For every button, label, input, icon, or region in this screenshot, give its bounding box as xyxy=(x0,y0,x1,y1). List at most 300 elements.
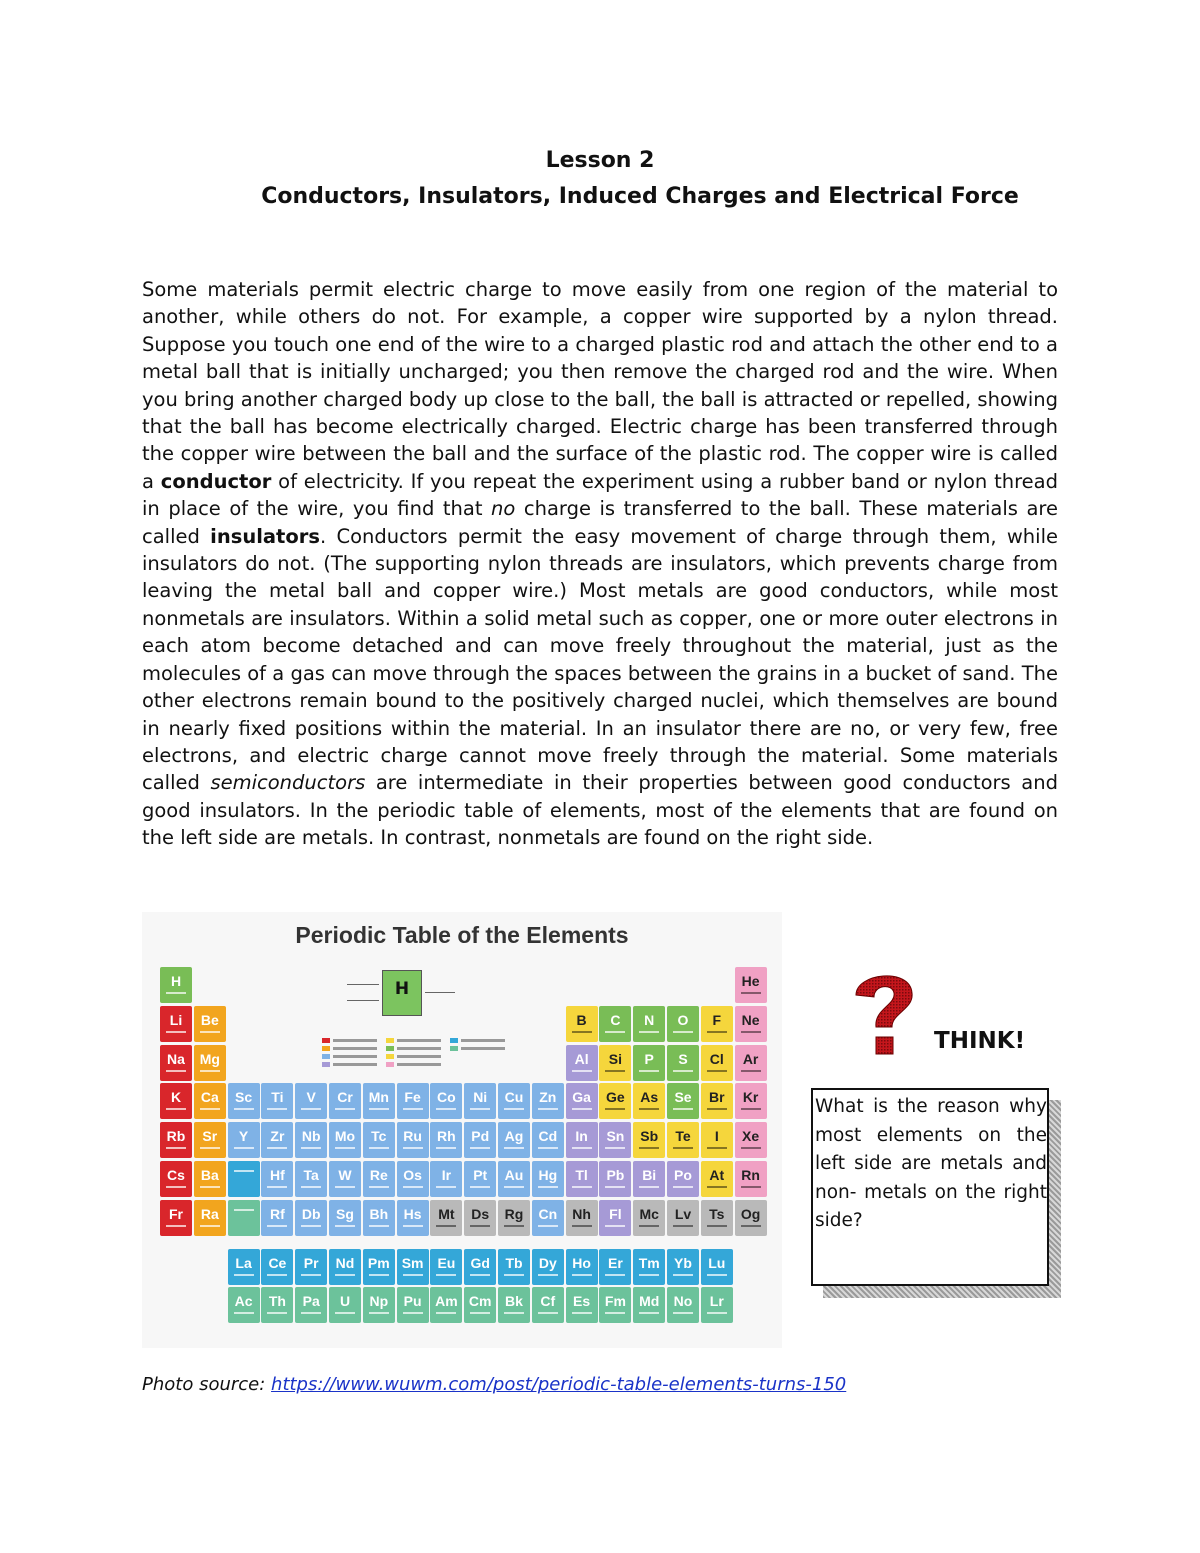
element-cell xyxy=(194,1083,226,1119)
element-key-cell: H xyxy=(382,970,422,1016)
element-detail xyxy=(538,1274,558,1276)
element-symbol: W xyxy=(338,1167,352,1183)
element-symbol: Ts xyxy=(709,1205,725,1222)
element-symbol: Ca xyxy=(200,1089,219,1106)
element-symbol: Mc xyxy=(639,1205,659,1222)
element-cell xyxy=(566,1200,598,1236)
legend-swatch xyxy=(322,1038,330,1043)
term-semiconductors: semiconductors xyxy=(210,771,366,795)
element-detail xyxy=(267,1274,287,1276)
element-symbol: Pr xyxy=(303,1254,319,1271)
element-symbol: Rn xyxy=(741,1167,760,1183)
element-symbol: Mt xyxy=(438,1205,455,1222)
element-detail xyxy=(267,1225,287,1227)
element-cell xyxy=(363,1249,395,1285)
element-detail xyxy=(605,1225,625,1227)
element-detail xyxy=(470,1147,490,1149)
element-symbol: Cl xyxy=(709,1050,724,1067)
element-symbol: Re xyxy=(369,1167,388,1183)
element-cell xyxy=(160,1122,192,1158)
element-cell xyxy=(295,1161,327,1197)
element-symbol: Hf xyxy=(270,1167,285,1183)
element-symbol: Li xyxy=(169,1011,183,1028)
element-detail xyxy=(470,1225,490,1227)
element-symbol: Cu xyxy=(504,1089,524,1106)
element-detail xyxy=(673,1186,693,1188)
photo-source-link[interactable]: https://www.wuwm.com/post/periodic-table-elements-turns-150 xyxy=(271,1374,847,1395)
element-cell xyxy=(532,1083,564,1119)
element-symbol: Ti xyxy=(271,1089,284,1106)
element-symbol: Zn xyxy=(539,1089,557,1106)
element-symbol: Fl xyxy=(609,1205,622,1222)
element-symbol: Hg xyxy=(538,1167,558,1183)
element-symbol: N xyxy=(644,1011,655,1028)
element-symbol: Pb xyxy=(606,1167,625,1183)
element-detail xyxy=(605,1070,625,1072)
body-text-3: charge is transferred to the ball. These materials are called xyxy=(142,497,1058,548)
element-detail xyxy=(369,1147,389,1149)
element-detail xyxy=(403,1108,423,1110)
element-detail xyxy=(335,1147,355,1149)
legend-swatch xyxy=(450,1046,458,1051)
lesson-number: Lesson 2 xyxy=(545,148,655,173)
element-cell xyxy=(464,1122,496,1158)
element-symbol: Ru xyxy=(403,1128,422,1145)
element-detail xyxy=(707,1147,727,1149)
element-detail xyxy=(605,1147,625,1149)
element-symbol: K xyxy=(170,1089,182,1106)
element-cell xyxy=(464,1200,496,1236)
element-detail xyxy=(436,1147,456,1149)
element-symbol: Xe xyxy=(742,1128,760,1145)
element-cell xyxy=(599,1122,631,1158)
element-symbol: Er xyxy=(607,1254,623,1271)
element-detail xyxy=(741,1225,761,1227)
legend-swatch xyxy=(386,1046,394,1051)
element-detail xyxy=(504,1186,524,1188)
element-detail xyxy=(572,1070,592,1072)
element-cell xyxy=(261,1083,293,1119)
element-symbol: U xyxy=(339,1293,351,1310)
legend-text xyxy=(333,1039,377,1042)
element-detail xyxy=(436,1186,456,1188)
element-symbol: Rg xyxy=(504,1205,524,1222)
element-symbol: Mg xyxy=(199,1050,220,1067)
element-cell xyxy=(599,1083,631,1119)
element-detail xyxy=(301,1147,321,1149)
element-cell xyxy=(464,1287,496,1323)
element-cell xyxy=(701,1249,733,1285)
element-symbol: Tm xyxy=(638,1254,660,1271)
element-symbol: Lu xyxy=(708,1254,726,1271)
element-symbol: Pu xyxy=(403,1293,422,1310)
element-detail xyxy=(741,1031,761,1033)
element-detail xyxy=(166,992,186,994)
element-symbol: Te xyxy=(675,1128,691,1145)
element-cell xyxy=(194,1161,226,1197)
element-cell xyxy=(363,1287,395,1323)
element-detail xyxy=(504,1274,524,1276)
element-cell xyxy=(701,1161,733,1197)
element-detail xyxy=(572,1225,592,1227)
element-symbol: Nd xyxy=(335,1254,355,1271)
element-detail xyxy=(572,1312,592,1314)
element-symbol: Rf xyxy=(270,1205,285,1222)
element-detail xyxy=(572,1108,592,1110)
element-detail xyxy=(639,1186,659,1188)
element-cell xyxy=(599,1161,631,1197)
element-detail xyxy=(470,1108,490,1110)
element-symbol: Nb xyxy=(301,1128,321,1145)
element-symbol: Sc xyxy=(235,1089,253,1106)
key-pointer xyxy=(347,984,379,985)
element-symbol: Pd xyxy=(471,1128,490,1145)
element-cell xyxy=(329,1122,361,1158)
element-cell xyxy=(329,1200,361,1236)
element-symbol: Ta xyxy=(303,1167,319,1183)
element-symbol: Md xyxy=(639,1293,660,1310)
element-symbol: No xyxy=(673,1293,693,1310)
element-cell xyxy=(329,1249,361,1285)
element-symbol: Kr xyxy=(742,1089,759,1106)
element-symbol: Db xyxy=(301,1205,321,1222)
element-detail xyxy=(504,1225,524,1227)
element-detail xyxy=(166,1147,186,1149)
element-detail xyxy=(707,1108,727,1110)
element-cell xyxy=(430,1249,462,1285)
element-detail xyxy=(234,1170,254,1172)
element-detail xyxy=(741,1147,761,1149)
element-cell xyxy=(701,1045,733,1081)
element-detail xyxy=(572,1274,592,1276)
element-cell xyxy=(566,1045,598,1081)
element-cell xyxy=(735,1083,767,1119)
element-detail xyxy=(267,1312,287,1314)
element-detail xyxy=(707,1312,727,1314)
periodic-table-figure xyxy=(142,912,782,1348)
element-cell xyxy=(261,1161,293,1197)
element-cell xyxy=(667,1083,699,1119)
element-cell xyxy=(735,967,767,1003)
legend-text xyxy=(397,1055,441,1058)
element-symbol: Br xyxy=(709,1089,725,1106)
element-detail xyxy=(572,1186,592,1188)
element-cell xyxy=(363,1122,395,1158)
element-symbol: Hs xyxy=(403,1205,422,1222)
element-detail xyxy=(403,1274,423,1276)
element-symbol: Np xyxy=(369,1293,389,1310)
element-symbol: Ba xyxy=(200,1167,219,1183)
element-detail xyxy=(200,1031,220,1033)
term-insulators: insulators xyxy=(210,524,320,548)
element-symbol: Co xyxy=(437,1089,456,1106)
element-symbol: As xyxy=(640,1089,659,1106)
element-symbol: Tl xyxy=(575,1167,588,1183)
question-mark-icon xyxy=(848,965,918,1061)
element-cell xyxy=(261,1200,293,1236)
element-cell xyxy=(667,1249,699,1285)
element-cell xyxy=(498,1161,530,1197)
element-detail xyxy=(436,1108,456,1110)
think-question-text: What is the reason why most elements on the left side are metals and non- metals on the right side? xyxy=(815,1096,1047,1231)
element-symbol: Cs xyxy=(167,1167,185,1183)
element-detail xyxy=(166,1186,186,1188)
element-detail xyxy=(403,1225,423,1227)
element-detail xyxy=(335,1312,355,1314)
element-symbol: Pt xyxy=(473,1167,488,1183)
element-symbol: Na xyxy=(167,1050,185,1067)
element-cell xyxy=(160,967,192,1003)
element-symbol: Sg xyxy=(336,1205,354,1222)
element-cell xyxy=(532,1200,564,1236)
element-cell xyxy=(397,1083,429,1119)
element-detail xyxy=(673,1147,693,1149)
element-symbol: V xyxy=(306,1089,316,1106)
element-cell xyxy=(498,1200,530,1236)
legend-text xyxy=(461,1047,505,1050)
element-symbol: Ds xyxy=(471,1205,490,1222)
element-cell xyxy=(397,1122,429,1158)
element-cell xyxy=(430,1161,462,1197)
element-symbol: Sr xyxy=(202,1128,218,1145)
element-detail xyxy=(639,1108,659,1110)
element-detail xyxy=(741,1108,761,1110)
legend-text xyxy=(397,1063,441,1066)
element-symbol: Fr xyxy=(169,1205,183,1222)
element-symbol: S xyxy=(678,1050,688,1067)
element-detail xyxy=(707,1225,727,1227)
legend-swatch xyxy=(322,1054,330,1059)
element-cell xyxy=(464,1083,496,1119)
element-detail xyxy=(234,1108,254,1110)
element-cell xyxy=(464,1161,496,1197)
legend-text xyxy=(461,1039,505,1042)
element-detail xyxy=(436,1274,456,1276)
element-cell xyxy=(566,1006,598,1042)
element-symbol: Pa xyxy=(302,1293,320,1310)
legend-swatch xyxy=(386,1038,394,1043)
element-detail xyxy=(470,1186,490,1188)
element-cell xyxy=(295,1083,327,1119)
legend-text xyxy=(397,1047,441,1050)
element-detail xyxy=(605,1031,625,1033)
element-cell xyxy=(633,1006,665,1042)
element-detail xyxy=(234,1147,254,1149)
element-symbol: Ne xyxy=(741,1011,760,1028)
element-cell xyxy=(228,1161,260,1197)
element-detail xyxy=(639,1031,659,1033)
element-detail xyxy=(639,1274,659,1276)
element-detail xyxy=(166,1031,186,1033)
element-cell xyxy=(261,1249,293,1285)
photo-source xyxy=(142,1374,846,1395)
element-cell xyxy=(498,1287,530,1323)
body-paragraph xyxy=(142,276,1058,852)
element-cell xyxy=(633,1083,665,1119)
element-symbol: Rh xyxy=(437,1128,456,1145)
element-symbol: Fm xyxy=(604,1293,626,1310)
element-symbol: Se xyxy=(674,1089,692,1106)
element-symbol: Tc xyxy=(371,1128,387,1145)
element-cell xyxy=(228,1083,260,1119)
element-detail xyxy=(707,1031,727,1033)
element-symbol: Ag xyxy=(504,1128,524,1145)
element-detail xyxy=(673,1312,693,1314)
element-symbol: H xyxy=(170,973,182,989)
element-cell xyxy=(397,1287,429,1323)
element-cell xyxy=(667,1122,699,1158)
element-symbol: Sb xyxy=(640,1128,659,1145)
element-symbol: Es xyxy=(573,1293,591,1310)
lesson-title: Conductors, Insulators, Induced Charges and Electrical Force xyxy=(261,184,1019,209)
element-symbol: Dy xyxy=(538,1254,557,1271)
element-symbol: C xyxy=(610,1011,621,1028)
element-symbol: Sn xyxy=(606,1128,625,1145)
element-detail xyxy=(234,1209,254,1211)
element-symbol: Po xyxy=(674,1167,692,1183)
element-detail xyxy=(369,1312,389,1314)
element-cell xyxy=(430,1122,462,1158)
element-cell xyxy=(397,1200,429,1236)
element-symbol: Cn xyxy=(538,1205,558,1222)
element-cell xyxy=(735,1045,767,1081)
legend-swatch xyxy=(450,1038,458,1043)
element-detail xyxy=(470,1274,490,1276)
element-symbol: Sm xyxy=(401,1254,424,1271)
body-text-4: . Conductors permit the easy movement of charge through them, while insulators do not. (The supporting nylon threads are insulators, which prevents charge from leaving the metal ball and copper wire.) Most metals are good conductors, while most nonmetals are insulators. Within a solid metal such as copper, one or more outer electrons in each atom become detached and can move freely throughout the material, just as the molecules of a gas can move through the spaces between the grains in a bucket of sand. The other electrons remain bound to the positively charged nuclei, which themselves are bound in nearly fixed positions within the material. In an insulator there are no, or very few, free electrons, and electric charge cannot move freely through the material. Some materials called xyxy=(142,524,1058,795)
element-symbol: B xyxy=(576,1011,587,1028)
element-symbol: Y xyxy=(238,1128,249,1145)
element-detail xyxy=(335,1225,355,1227)
element-detail xyxy=(369,1186,389,1188)
element-cell xyxy=(228,1287,260,1323)
element-cell xyxy=(633,1161,665,1197)
element-cell xyxy=(261,1122,293,1158)
element-symbol: Eu xyxy=(437,1254,456,1271)
element-symbol: Nh xyxy=(572,1205,591,1222)
element-detail xyxy=(267,1186,287,1188)
element-cell xyxy=(633,1045,665,1081)
element-cell xyxy=(633,1249,665,1285)
element-detail xyxy=(166,1070,186,1072)
element-detail xyxy=(403,1147,423,1149)
element-detail xyxy=(605,1274,625,1276)
element-cell xyxy=(566,1083,598,1119)
element-detail xyxy=(673,1225,693,1227)
element-cell xyxy=(566,1249,598,1285)
element-detail xyxy=(369,1274,389,1276)
element-symbol: In xyxy=(575,1128,588,1145)
element-symbol: I xyxy=(714,1128,719,1145)
element-cell xyxy=(464,1249,496,1285)
element-cell xyxy=(160,1161,192,1197)
element-symbol: Ar xyxy=(742,1050,759,1067)
element-cell xyxy=(633,1122,665,1158)
element-cell xyxy=(498,1122,530,1158)
element-symbol: Mo xyxy=(334,1128,356,1145)
element-detail xyxy=(504,1108,524,1110)
element-detail xyxy=(673,1031,693,1033)
element-detail xyxy=(301,1225,321,1227)
element-detail xyxy=(504,1147,524,1149)
element-detail xyxy=(234,1312,254,1314)
element-cell xyxy=(194,1200,226,1236)
element-detail xyxy=(605,1186,625,1188)
element-symbol: Ho xyxy=(572,1254,591,1271)
key-pointer xyxy=(347,1000,379,1001)
element-cell xyxy=(194,1006,226,1042)
element-detail xyxy=(538,1312,558,1314)
body-text-2: of electricity. If you repeat the experiment using a rubber band or nylon thread in place of the wire, you find that xyxy=(142,469,1058,521)
element-detail xyxy=(403,1186,423,1188)
element-cell xyxy=(329,1083,361,1119)
element-cell xyxy=(160,1083,192,1119)
element-cell xyxy=(667,1045,699,1081)
element-detail xyxy=(200,1225,220,1227)
element-symbol: F xyxy=(712,1011,722,1028)
element-cell xyxy=(160,1045,192,1081)
element-cell xyxy=(735,1161,767,1197)
element-symbol: Gd xyxy=(470,1254,490,1271)
element-symbol: Au xyxy=(504,1167,524,1183)
element-symbol: Th xyxy=(268,1293,286,1310)
element-symbol: Cr xyxy=(337,1089,353,1106)
element-symbol: Ni xyxy=(473,1089,488,1106)
key-pointer xyxy=(425,992,455,993)
element-cell xyxy=(735,1200,767,1236)
legend-text xyxy=(333,1055,377,1058)
element-detail xyxy=(538,1186,558,1188)
element-cell xyxy=(566,1161,598,1197)
element-cell xyxy=(228,1122,260,1158)
element-cell xyxy=(397,1161,429,1197)
element-detail xyxy=(335,1274,355,1276)
element-cell xyxy=(498,1083,530,1119)
element-detail xyxy=(335,1186,355,1188)
element-cell xyxy=(667,1200,699,1236)
element-symbol: Mn xyxy=(368,1089,389,1106)
element-cell xyxy=(735,1122,767,1158)
element-detail xyxy=(267,1108,287,1110)
element-cell xyxy=(701,1006,733,1042)
element-detail xyxy=(504,1312,524,1314)
element-detail xyxy=(707,1070,727,1072)
element-cell xyxy=(566,1287,598,1323)
element-cell xyxy=(599,1249,631,1285)
element-detail xyxy=(639,1225,659,1227)
element-cell xyxy=(532,1249,564,1285)
emphasis-no: no xyxy=(491,497,516,521)
element-cell xyxy=(532,1287,564,1323)
element-detail xyxy=(741,1070,761,1072)
element-symbol: He xyxy=(741,973,760,989)
think-label: THINK! xyxy=(934,1028,1026,1054)
element-symbol: Rb xyxy=(166,1128,186,1145)
element-cell xyxy=(701,1200,733,1236)
element-cell xyxy=(701,1122,733,1158)
element-detail xyxy=(200,1186,220,1188)
element-symbol: Zr xyxy=(270,1128,285,1145)
element-cell xyxy=(430,1083,462,1119)
legend-text xyxy=(333,1063,377,1066)
element-cell xyxy=(295,1287,327,1323)
element-symbol: Cd xyxy=(538,1128,558,1145)
element-symbol: Ra xyxy=(200,1205,219,1222)
element-detail xyxy=(301,1274,321,1276)
element-cell xyxy=(633,1200,665,1236)
element-symbol: Pm xyxy=(367,1254,390,1271)
element-detail xyxy=(605,1312,625,1314)
